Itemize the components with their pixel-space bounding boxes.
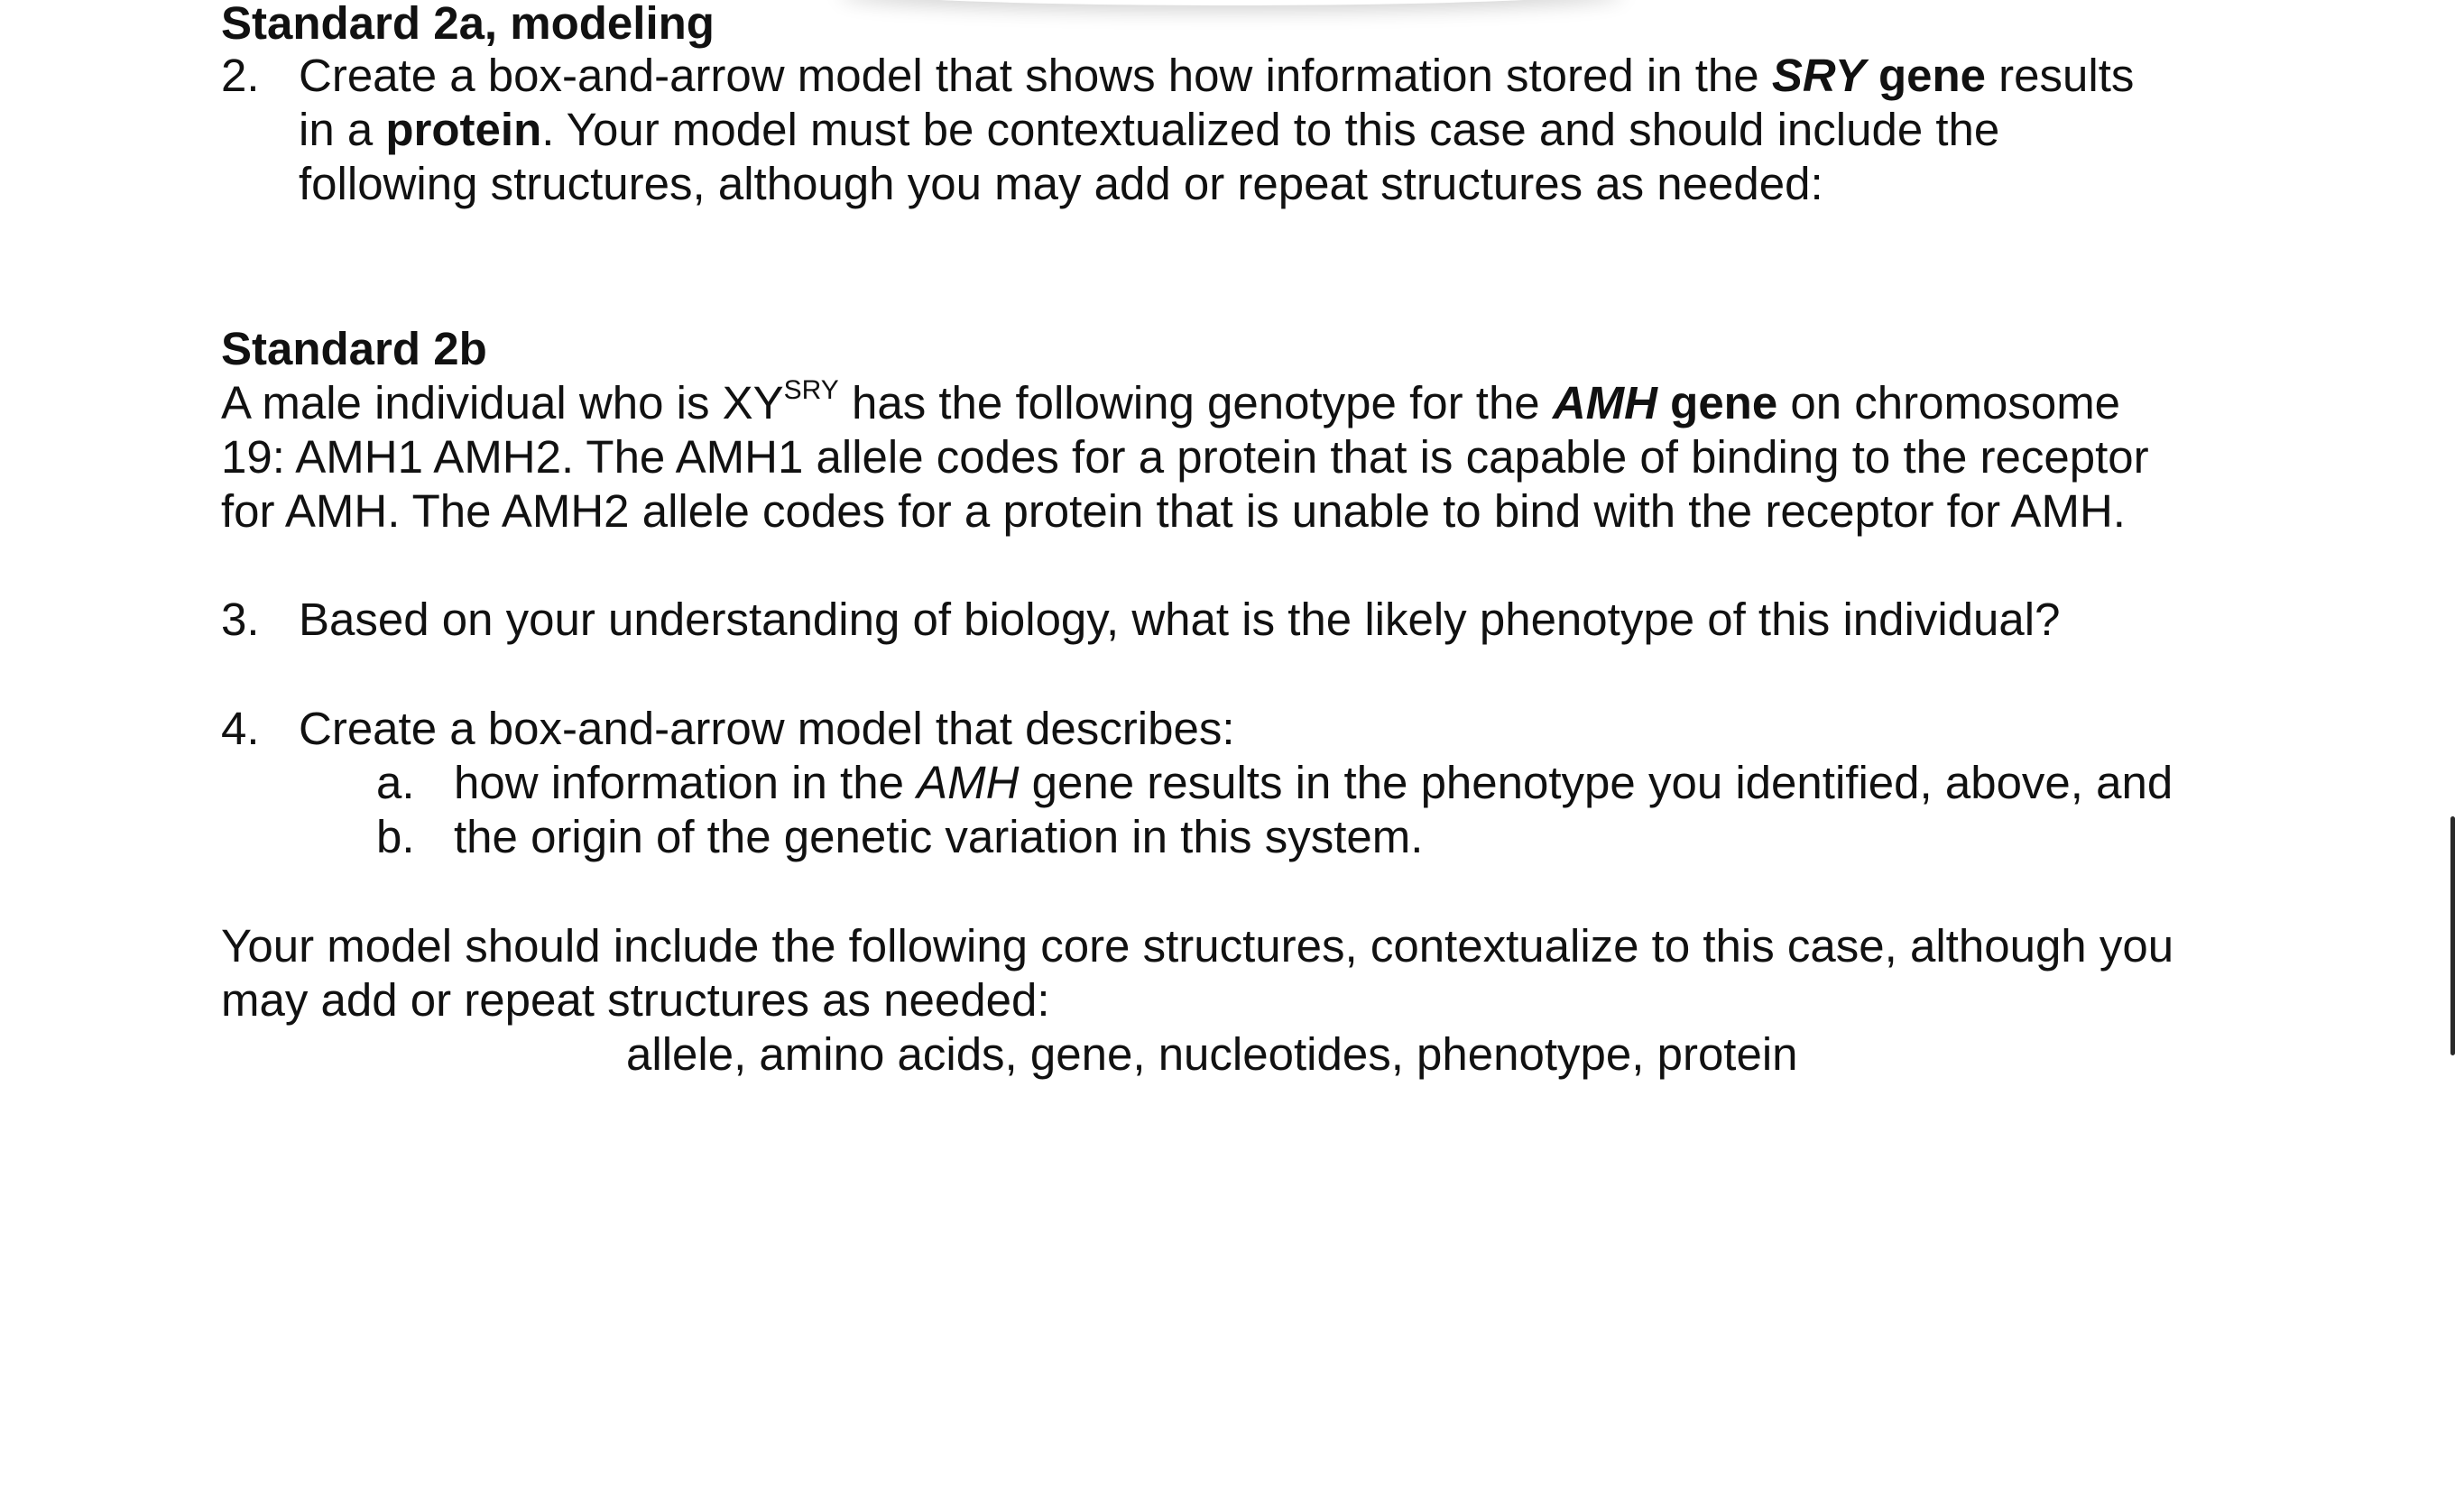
amh-gene-italic: AMH (917, 757, 1020, 808)
question-3-number: 3. (221, 594, 260, 645)
question-4-text: Create a box-and-arrow model that describes: (299, 703, 1235, 754)
section-heading-2a: Standard 2a, modeling (221, 0, 715, 49)
protein-term: protein (385, 104, 542, 155)
amh-term: AMH (1552, 377, 1657, 428)
question-4a-label: a. (376, 757, 415, 808)
vertical-scrollbar[interactable] (2450, 816, 2455, 1055)
question-2-number: 2. (221, 50, 260, 101)
question-4b-text: the origin of the genetic variation in this system. (454, 811, 1424, 862)
intro-line-2: 19: AMH1 AMH2. The AMH1 allele codes for a protein that is capable of binding to the receptor (221, 431, 2149, 483)
question-2-line-3: following structures, although you may add or repeat structures as needed: (299, 158, 1823, 209)
question-4b-label: b. (376, 811, 415, 862)
floating-toolbar-shadow (839, 0, 1624, 5)
section-heading-2b: Standard 2b (221, 323, 487, 374)
core-structures-list: allele, amino acids, gene, nucleotides, phenotype, protein (626, 1028, 1798, 1080)
question-4-number: 4. (221, 703, 260, 754)
question-2-line-1: Create a box-and-arrow model that shows how information stored in the SRY gene results (299, 50, 2135, 101)
model-note-line-1: Your model should include the following core structures, contextualize to this case, although you (221, 920, 2174, 972)
intro-line-1: A male individual who is $XY^{SRY}$ has the following genotype for the AMH gene on chromosome (221, 375, 2121, 428)
model-note-line-2: may add or repeat structures as needed: (221, 974, 1050, 1026)
question-2-line-2: in a protein. Your model must be contextualized to this case and should include the (299, 104, 2000, 155)
question-4a-text: how information in the AMH gene results in the phenotype you identified, above, and (454, 757, 2173, 808)
sry-term: SRY (1771, 50, 1866, 101)
sry-superscript: SRY (783, 375, 839, 405)
question-3-text: Based on your understanding of biology, what is the likely phenotype of this individual? (299, 594, 2061, 645)
intro-line-3: for AMH. The AMH2 allele codes for a protein that is unable to bind with the receptor for AMH. (221, 485, 2126, 537)
